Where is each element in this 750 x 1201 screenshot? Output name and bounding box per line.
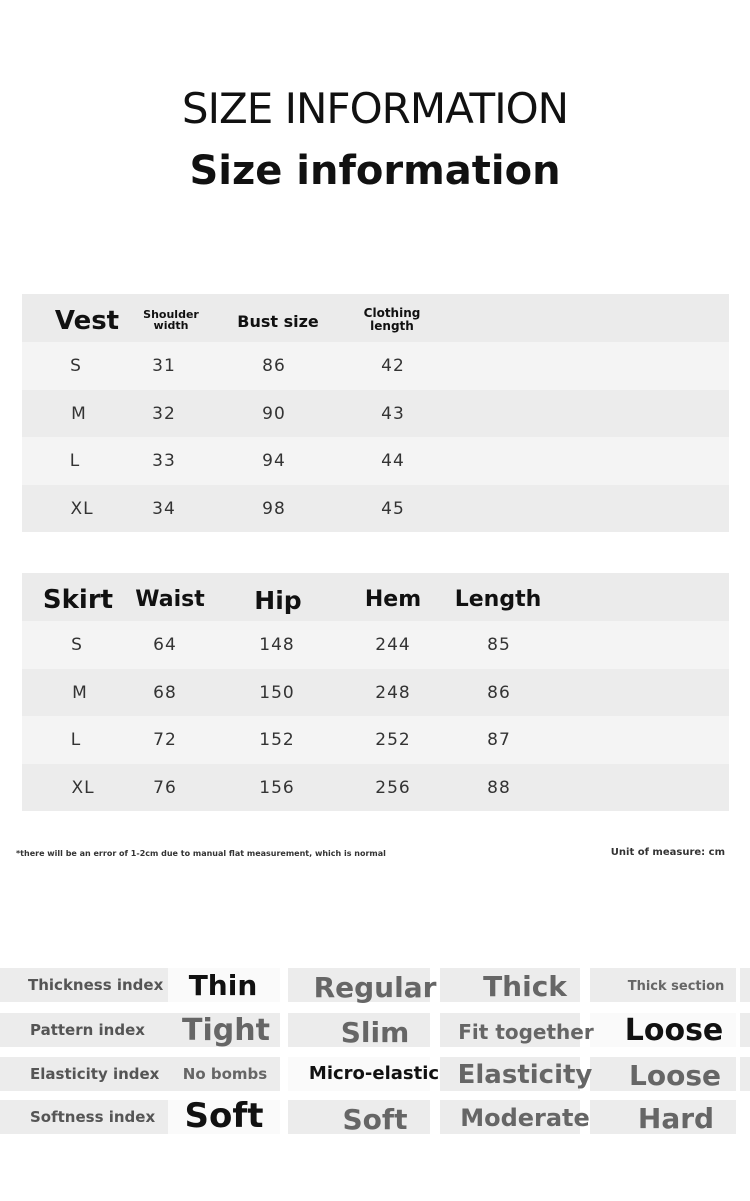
thickness-index-label: Thickness index [28,976,164,994]
option-thin: Thin [188,969,258,1002]
measurement-footnote: *there will be an error of 1-2cm due to manual flat measurement, which is normal [16,849,386,858]
option-elasticity: Elasticity [457,1060,593,1090]
col-clothing-length: Clothing length [363,306,421,333]
table-row: L 72 152 252 87 [22,716,729,764]
skirt-title: Skirt [42,585,114,615]
col-length: Length [454,587,542,612]
vest-table-header [22,294,729,342]
col-hem: Hem [364,587,422,612]
vest-size-table [22,294,729,532]
option-slim: Slim [340,1016,410,1049]
option-loose: Loose [624,1013,724,1048]
col-waist: Waist [135,587,205,612]
table-row: XL 34 98 45 [22,485,729,533]
pattern-index-label: Pattern index [30,1021,145,1039]
skirt-size-table [22,573,729,811]
option-soft-2: Soft [342,1103,408,1136]
table-row: L 33 94 44 [22,437,729,485]
elasticity-index-row [0,1057,750,1091]
elasticity-index-label: Elasticity index [30,1065,160,1083]
option-micro-elastic: Micro-elastic [308,1063,440,1084]
option-regular: Regular [313,971,437,1004]
option-tight: Tight [182,1013,270,1048]
option-thick-section: Thick section [627,979,725,994]
table-row: S 31 86 42 [22,342,729,390]
skirt-table-header [22,573,729,621]
pattern-index-row [0,1013,750,1047]
option-soft: Soft [184,1096,264,1136]
page-title: SIZE INFORMATION [181,84,569,133]
page-subtitle: Size information [189,148,561,194]
option-thick: Thick [483,970,567,1003]
col-shoulder-width: Shoulder width [143,308,199,332]
unit-of-measure: Unit of measure: cm [610,847,725,858]
vest-title: Vest [54,306,120,336]
softness-index-row [0,1096,750,1136]
option-hard: Hard [637,1102,715,1135]
col-hip: Hip [254,586,302,615]
option-no-bombs: No bombs [182,1065,268,1083]
table-row: S 64 148 244 85 [22,621,729,669]
option-fit-together: Fit together [458,1020,594,1044]
col-bust-size: Bust size [237,312,319,331]
option-moderate: Moderate [460,1104,590,1132]
table-row: M 32 90 43 [22,390,729,438]
table-row: XL 76 156 256 88 [22,764,729,812]
option-loose: Loose [629,1059,721,1092]
thickness-index-row [0,968,750,1002]
table-row: M 68 150 248 86 [22,669,729,717]
softness-index-label: Softness index [30,1108,156,1126]
